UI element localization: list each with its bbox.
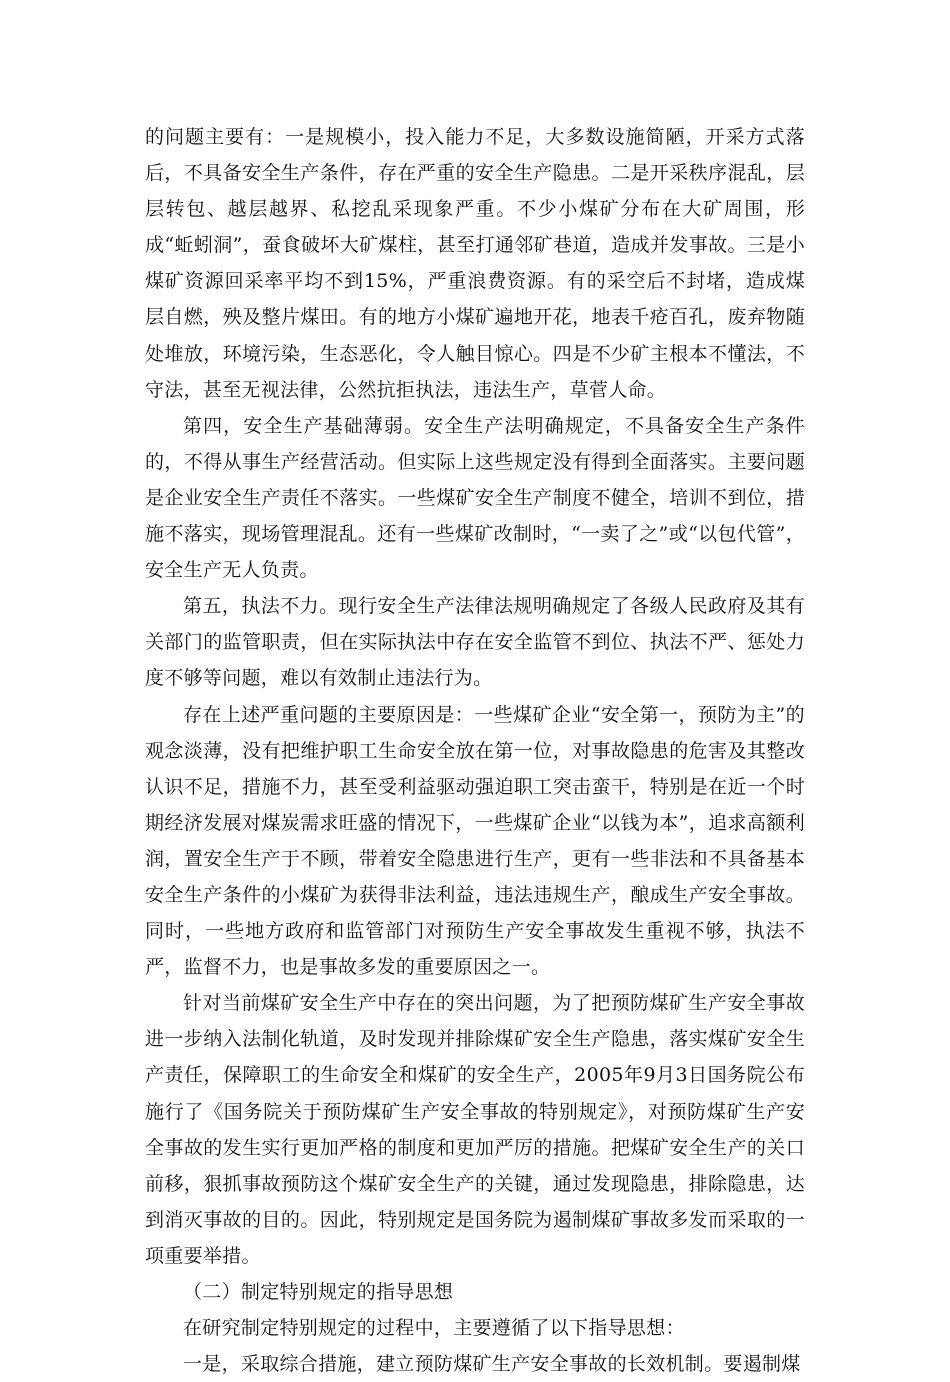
section-heading-guiding-thought: （二）制定特别规定的指导思想 bbox=[183, 1281, 454, 1303]
paragraph-fourth-point: 第四，安全生产基础薄弱。安全生产法明确规定，不具备安全生产条件的，不得从事生产经营活动。但实际上这些规定没有得到全面落实。主要问题是企业安全生产责任不落实。一些煤矿安全生产制度不健全，培训不到位，措施不落实，现场管理混乱。还有一些煤矿改制时，“一卖了之”或“以包代管”，安全生产无人负责。 bbox=[145, 414, 805, 582]
paragraph-problems-list: 的问题主要有：一是规模小，投入能力不足，大多数设施简陋，开采方式落后，不具备安全生产条件，存在严重的安全生产隐患。二是开采秩序混乱，层层转包、越层越界、私挖乱采现象严重。不少小煤矿分布在大矿周围，形成“蚯蚓洞”，蚕食破坏大矿煤柱，甚至打通邻矿巷道，造成并发事故。三是小煤矿资源回采率平均不到15%，严重浪费资源。有的采空后不封堵，造成煤层自燃，殃及整片煤田。有的地方小煤矿遍地开花，地表千疮百孔，废弃物随处堆放，环境污染，生态恶化，令人触目惊心。四是不少矿主根本不懂法，不守法，甚至无视法律，公然抗拒执法，违法生产，草菅人命。 bbox=[145, 126, 805, 401]
paragraph-special-regulation: 针对当前煤矿安全生产中存在的突出问题，为了把预防煤矿生产安全事故进一步纳入法制化轨道，及时发现并排除煤矿安全生产隐患，落实煤矿安全生产责任，保障职工的生命安全和煤矿的安全生产，2005年9月3日国务院公布施行了《国务院关于预防煤矿生产安全事故的特别规定》，对预防煤矿生产安全事故的发生实行更加严格的制度和更加严厉的措施。把煤矿安全生产的关口前移，狠抓事故预防这个煤矿安全生产的关键，通过发现隐患，排除隐患，达到消灭事故的目的。因此，特别规定是国务院为遏制煤矿事故多发而采取的一项重要举措。 bbox=[145, 992, 805, 1267]
paragraph-main-causes: 存在上述严重问题的主要原因是：一些煤矿企业“安全第一，预防为主”的观念淡薄，没有把维护职工生命安全放在第一位，对事故隐患的危害及其整改认识不足，措施不力，甚至受利益驱动强迫职工突击蛮干，特别是在近一个时期经济发展对煤炭需求旺盛的情况下，一些煤矿企业“以钱为本”，追求高额利润，置安全生产于不顾，带着安全隐患进行生产，更有一些非法和不具备基本安全生产条件的小煤矿为获得非法利益，违法违规生产，酿成生产安全事故。同时，一些地方政府和监管部门对预防生产安全事故发生重视不够，执法不严，监督不力，也是事故多发的重要原因之一。 bbox=[145, 703, 805, 979]
document-body bbox=[145, 119, 805, 1382]
paragraph-first-measure: 一是，采取综合措施，建立预防煤矿生产安全事故的长效机制。要遏制煤 bbox=[183, 1353, 801, 1376]
paragraph-guiding-intro: 在研究制定特别规定的过程中，主要遵循了以下指导思想： bbox=[183, 1317, 685, 1340]
paragraph-fifth-point: 第五，执法不力。现行安全生产法律法规明确规定了各级人民政府及其有关部门的监管职责，但在实际执法中存在安全监管不到位、执法不严、惩处力度不够等问题，难以有效制止违法行为。 bbox=[145, 595, 805, 690]
